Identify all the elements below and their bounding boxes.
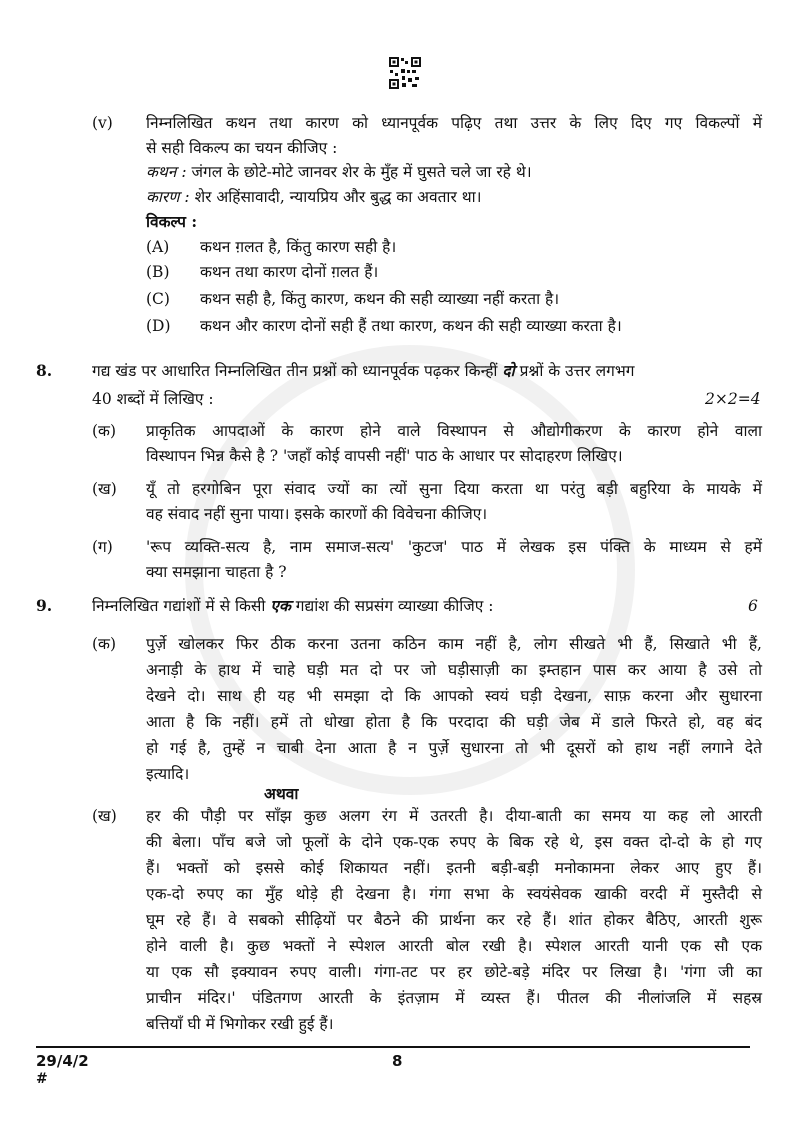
paper-hash: # [36,1071,48,1087]
q7v-label: (v) [92,114,113,132]
q9-instruction-part2: गद्यांश की सप्रसंग व्याख्या कीजिए : [295,597,494,615]
q8-instruction-part2: प्रश्नों के उत्तर लगभग [519,362,635,380]
q9-part-ka-line3: देखने दो। साथ ही यह भी समझा दो कि आपको स्वयं घड़ी देखना, साफ़ करना और सुधारना [146,687,762,705]
option-c-text: कथन सही है, किंतु कारण, कथन की सही व्याख्या नहीं करता है। [200,290,560,308]
q9-part-kha-line8: प्राचीन मंदिर।' पंडितगण आरती के इंतज़ाम में व्यस्त हैं। पीतल की नीलांजलि में सहस्र [146,989,762,1007]
q8-part-ka-label: (क) [92,422,116,440]
q8-part-kha-line1: यूँ तो हरगोबिन पूरा संवाद ज्यों का त्यों सुना दिया करता था परंतु बड़ी बहुरिया के मायके में [146,480,762,498]
q8-number: 8. [36,361,53,380]
q8-part-ga-label: (ग) [92,538,113,556]
q8-part-kha-label: (ख) [92,480,117,498]
q9-part-kha-line7: या एक सौ इक्यावन रुपए वाली। गंगा-तट पर हर छोटे-बड़े मंदिर पर लिखा है। 'गंगा जी का [146,963,762,981]
q9-part-ka-line5: हो गई है, तुम्हें न चाबी देना आता है न पुर्ज़े सुधारना तो भी दूसरों को हाथ नहीं लगाने देते [146,739,762,757]
paper-code: 29/4/2 [36,1052,89,1070]
reason-text: शेर अहिंसावादी, न्यायप्रिय और बुद्ध का अवतार था। [194,188,482,206]
q9-marks: 6 [748,597,758,615]
qr-code-icon [388,56,422,90]
footer-divider [36,1046,750,1048]
q8-part-ka-line1: प्राकृतिक आपदाओं के कारण होने वाले विस्थापन से औद्योगीकरण के कारण होने वाला [146,422,762,440]
option-b-text: कथन तथा कारण दोनों ग़लत हैं। [200,263,379,281]
q9-part-kha-line9: बत्तियाँ घी में भिगोकर रखी हुई हैं। [146,1015,334,1033]
q7v-reason [146,187,482,207]
q9-part-kha-line6: होने वाली है। कुछ भक्तों ने स्पेशल आरती बोल रखी है। स्पेशल आरती यानी एक सौ एक [146,937,762,955]
q9-part-ka-label: (क) [92,635,116,653]
q7v-instruction-line1: निम्नलिखित कथन तथा कारण को ध्यानपूर्वक पढ़िए तथा उत्तर के लिए दिए गए विकल्पों में [146,114,762,132]
assertion-label: कथन : [146,163,187,181]
page-number: 8 [392,1052,403,1070]
option-b-label: (B) [146,263,170,281]
q9-part-ka-line4: आता है कि नहीं। हमें तो धोखा होता है कि परदादा की घड़ी जेब में डाले फिरते हो, वह बंद [146,713,762,731]
q9-part-kha-line5: घूम रहे हैं। वे सबको सीढ़ियों पर बैठने की प्रार्थना कर रहे हैं। शांत होकर बैठिए, आरती शुरू [146,911,762,929]
q9-part-kha-line4: एक-दो रुपए का मुँह थोड़े ही देखना है। गंगा सभा के स्वयंसेवक खाकी वरदी में मुस्तैदी से [146,885,762,903]
q9-part-ka-line1: पुर्ज़े खोलकर फिर ठीक करना उतना कठिन काम नहीं है, लोग सीखते भी हैं, सिखाते भी हैं, [146,635,762,653]
reason-label: कारण : [146,188,190,206]
or-label: अथवा [264,784,299,803]
option-a-text: कथन ग़लत है, किंतु कारण सही है। [200,238,397,256]
q9-instruction-part1: निम्नलिखित गद्यांशों में से किसी [92,597,266,615]
q8-instruction-part1: गद्य खंड पर आधारित निम्नलिखित तीन प्रश्नों को ध्यानपूर्वक पढ़कर किन्हीं [92,362,498,380]
q8-instruction-bold: दो [502,361,515,380]
q8-instruction-line2: 40 शब्दों में लिखिए : [92,390,214,408]
q8-part-ka-line2: विस्थापन भिन्न कैसे है ? 'जहाँ कोई वापसी नहीं' पाठ के आधार पर सोदाहरण लिखिए। [146,447,623,465]
option-d-text: कथन और कारण दोनों सही हैं तथा कारण, कथन की सही व्याख्या करता है। [200,317,622,335]
q8-marks: 2×2=4 [705,390,761,408]
q9-number: 9. [36,596,53,615]
q8-part-ga-line2: क्या समझाना चाहता है ? [146,563,287,581]
assertion-text: जंगल के छोटे-मोटे जानवर शेर के मुँह में घुसते चले जा रहे थे। [191,163,532,181]
q8-part-kha-line2: वह संवाद नहीं सुना पाया। इसके कारणों की विवेचना कीजिए। [146,505,488,523]
q9-part-kha-line3: हैं। भक्तों को इससे कोई शिकायत नहीं। इतनी बड़ी-बड़ी मनोकामना लेकर आए हुए हैं। [146,859,762,877]
q9-part-kha-line2: की बेला। पाँच बजे जो फूलों के दोने एक-एक रुपए के बिक रहे थे, इस वक्त दो-दो के हो गए [146,833,762,851]
q8-instruction-line1 [92,361,634,381]
q9-part-ka-line2: अनाड़ी के हाथ में चाहे घड़ी मत दो पर जो घड़ीसाज़ी का इम्तहान पास कर आया है उसे तो [146,661,762,679]
q9-part-ka-line6: इत्यादि। [146,765,190,783]
option-d-label: (D) [146,317,171,335]
q9-instruction-bold: एक [270,596,291,615]
q7v-instruction-line2: से सही विकल्प का चयन कीजिए : [146,139,338,157]
q8-part-ga-line1: 'रूप व्यक्ति-सत्य है, नाम समाज-सत्य' 'कुटज' पाठ में लेखक इस पंक्ति के माध्यम से हमें [146,538,762,556]
q9-part-kha-line1: हर की पौड़ी पर साँझ कुछ अलग रंग में उतरती है। दीया-बाती का समय या कह लो आरती [146,807,762,825]
q7v-assertion [146,162,532,182]
option-a-label: (A) [146,238,170,256]
q9-instruction [92,596,494,616]
options-heading: विकल्प : [146,212,198,231]
option-c-label: (C) [146,290,170,308]
q9-part-kha-label: (ख) [92,807,117,825]
